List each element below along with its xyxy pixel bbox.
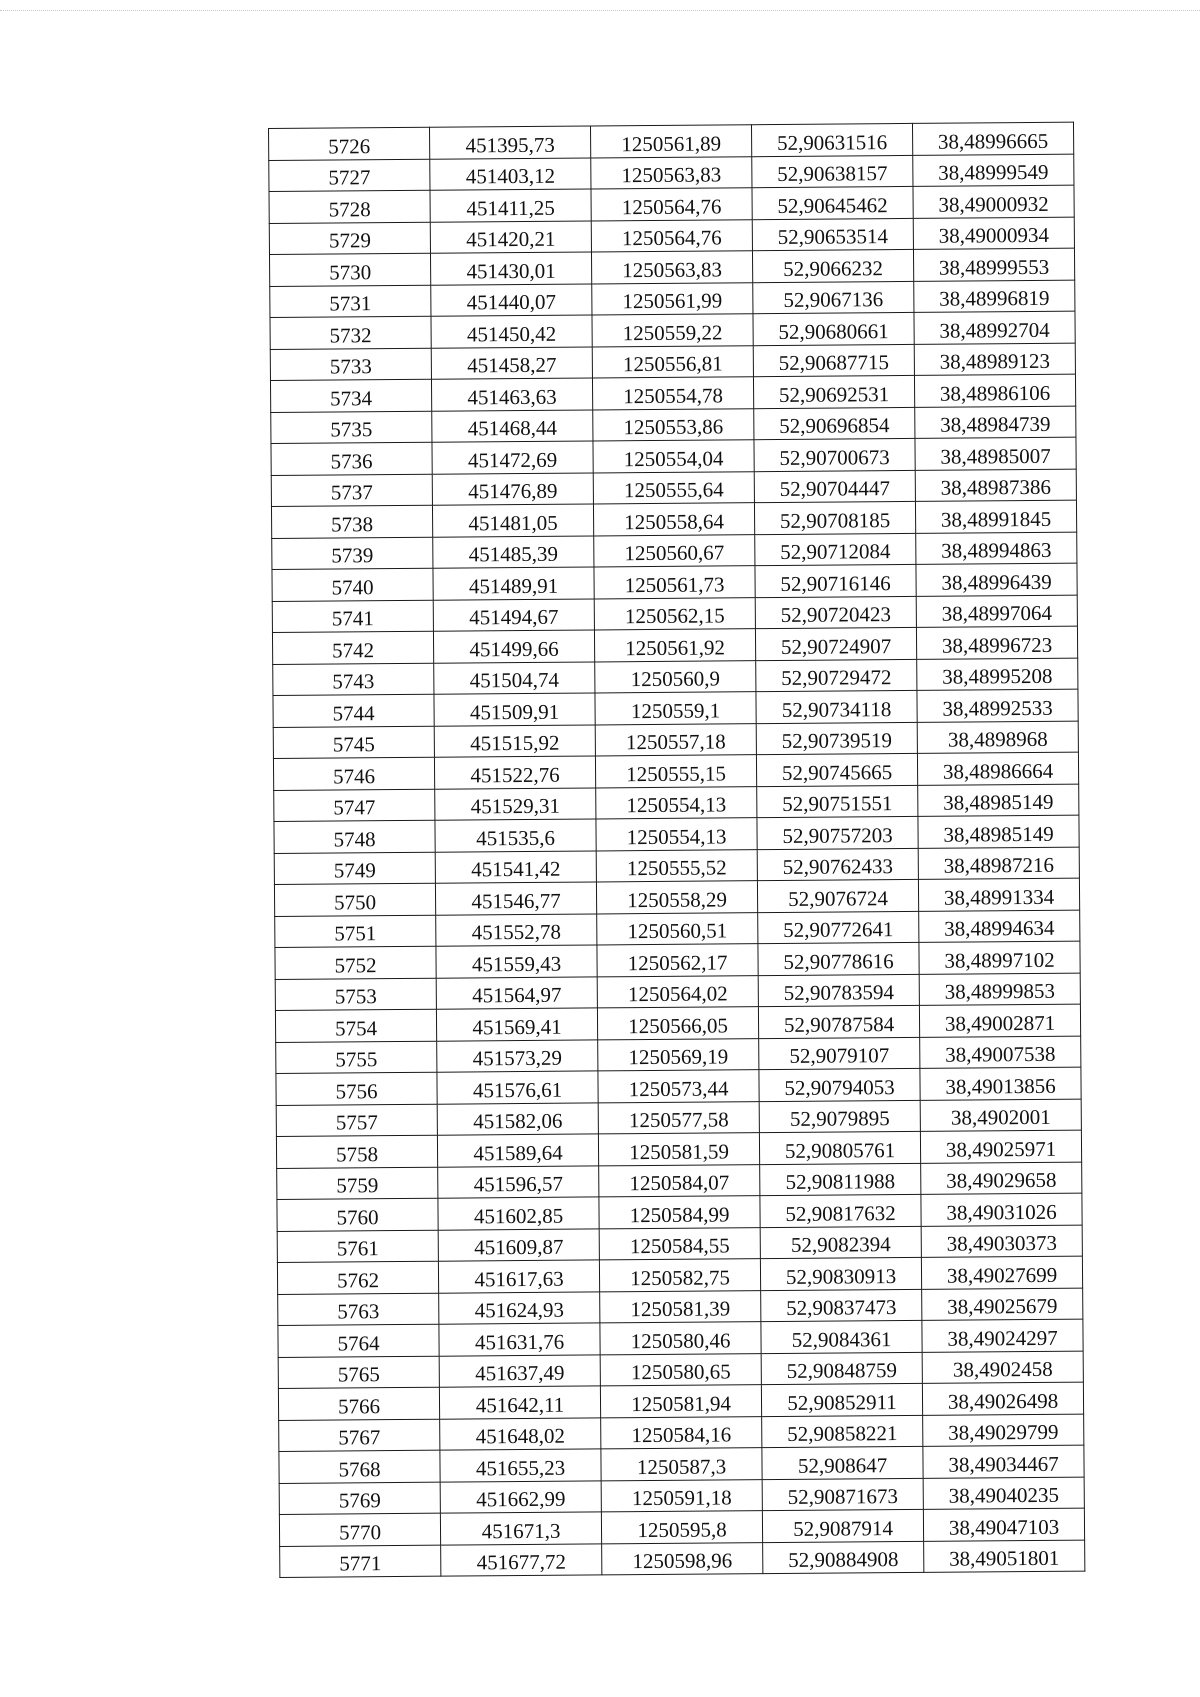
y-coordinate-cell: 1250560,67 xyxy=(594,534,755,567)
point-number-cell: 5761 xyxy=(277,1230,438,1263)
x-coordinate-cell: 451522,76 xyxy=(434,756,595,789)
coordinate-table-body xyxy=(269,122,1085,1577)
point-number-cell: 5726 xyxy=(269,127,430,160)
point-number-cell: 5736 xyxy=(271,442,432,475)
x-coordinate-cell: 451637,49 xyxy=(439,1354,600,1387)
latitude-cell: 52,9082394 xyxy=(760,1226,921,1259)
point-number-cell: 5756 xyxy=(276,1072,437,1105)
latitude-cell: 52,9084361 xyxy=(761,1320,922,1353)
y-coordinate-cell: 1250556,81 xyxy=(592,345,753,378)
point-number-cell: 5762 xyxy=(277,1261,438,1294)
y-coordinate-cell: 1250564,76 xyxy=(591,188,752,221)
point-number-cell: 5752 xyxy=(275,946,436,979)
x-coordinate-cell: 451499,66 xyxy=(433,630,594,663)
longitude-cell: 38,48985149 xyxy=(918,815,1079,848)
point-number-cell: 5741 xyxy=(272,600,433,633)
latitude-cell: 52,9067136 xyxy=(753,281,914,314)
x-coordinate-cell: 451450,42 xyxy=(431,315,592,348)
longitude-cell: 38,49047103 xyxy=(923,1508,1084,1541)
latitude-cell: 52,90653514 xyxy=(752,218,913,251)
point-number-cell: 5730 xyxy=(269,253,430,286)
x-coordinate-cell: 451573,29 xyxy=(437,1039,598,1072)
longitude-cell: 38,48986106 xyxy=(914,374,1075,407)
x-coordinate-cell: 451403,12 xyxy=(430,157,591,190)
latitude-cell: 52,90687715 xyxy=(753,344,914,377)
latitude-cell: 52,90692531 xyxy=(753,375,914,408)
y-coordinate-cell: 1250563,83 xyxy=(591,251,752,284)
longitude-cell: 38,49051801 xyxy=(924,1540,1085,1573)
x-coordinate-cell: 451481,05 xyxy=(432,504,593,537)
point-number-cell: 5731 xyxy=(270,285,431,318)
longitude-cell: 38,49000932 xyxy=(913,185,1074,218)
scan-top-edge xyxy=(0,10,1200,11)
point-number-cell: 5733 xyxy=(270,348,431,381)
point-number-cell: 5764 xyxy=(278,1324,439,1357)
y-coordinate-cell: 1250577,58 xyxy=(598,1101,759,1134)
latitude-cell: 52,90700673 xyxy=(754,438,915,471)
y-coordinate-cell: 1250559,22 xyxy=(592,314,753,347)
longitude-cell: 38,48996665 xyxy=(912,122,1073,155)
point-number-cell: 5768 xyxy=(279,1450,440,1483)
point-number-cell: 5728 xyxy=(269,190,430,223)
latitude-cell: 52,90696854 xyxy=(754,407,915,440)
y-coordinate-cell: 1250564,02 xyxy=(597,975,758,1008)
x-coordinate-cell: 451589,64 xyxy=(437,1134,598,1167)
longitude-cell: 38,48997102 xyxy=(919,941,1080,974)
point-number-cell: 5739 xyxy=(272,537,433,570)
point-number-cell: 5749 xyxy=(274,852,435,885)
y-coordinate-cell: 1250554,78 xyxy=(592,377,753,410)
point-number-cell: 5755 xyxy=(276,1041,437,1074)
y-coordinate-cell: 1250566,05 xyxy=(597,1007,758,1040)
latitude-cell: 52,90783594 xyxy=(758,974,919,1007)
x-coordinate-cell: 451624,93 xyxy=(439,1291,600,1324)
point-number-cell: 5732 xyxy=(270,316,431,349)
y-coordinate-cell: 1250564,76 xyxy=(591,219,752,252)
longitude-cell: 38,49000934 xyxy=(913,217,1074,250)
point-number-cell: 5758 xyxy=(276,1135,437,1168)
y-coordinate-cell: 1250581,59 xyxy=(598,1133,759,1166)
latitude-cell: 52,90762433 xyxy=(757,848,918,881)
x-coordinate-cell: 451564,97 xyxy=(436,976,597,1009)
y-coordinate-cell: 1250562,15 xyxy=(594,597,755,630)
y-coordinate-cell: 1250598,96 xyxy=(602,1542,763,1575)
latitude-cell: 52,90734118 xyxy=(756,690,917,723)
y-coordinate-cell: 1250558,64 xyxy=(593,503,754,536)
x-coordinate-cell: 451395,73 xyxy=(429,126,590,159)
x-coordinate-cell: 451515,92 xyxy=(434,724,595,757)
y-coordinate-cell: 1250595,8 xyxy=(601,1511,762,1544)
x-coordinate-cell: 451648,02 xyxy=(440,1417,601,1450)
latitude-cell: 52,9066232 xyxy=(752,249,913,282)
longitude-cell: 38,48995208 xyxy=(917,658,1078,691)
longitude-cell: 38,49030373 xyxy=(921,1225,1082,1258)
longitude-cell: 38,48992533 xyxy=(917,689,1078,722)
longitude-cell: 38,49025679 xyxy=(922,1288,1083,1321)
longitude-cell: 38,48994863 xyxy=(916,532,1077,565)
y-coordinate-cell: 1250553,86 xyxy=(593,408,754,441)
longitude-cell: 38,49025971 xyxy=(920,1130,1081,1163)
point-number-cell: 5757 xyxy=(276,1104,437,1137)
x-coordinate-cell: 451677,72 xyxy=(441,1543,602,1576)
latitude-cell: 52,90751551 xyxy=(757,785,918,818)
latitude-cell: 52,90848759 xyxy=(761,1352,922,1385)
longitude-cell: 38,48986664 xyxy=(917,752,1078,785)
point-number-cell: 5742 xyxy=(272,631,433,664)
point-number-cell: 5735 xyxy=(271,411,432,444)
point-number-cell: 5744 xyxy=(273,694,434,727)
y-coordinate-cell: 1250561,99 xyxy=(592,282,753,315)
longitude-cell: 38,48985007 xyxy=(915,437,1076,470)
point-number-cell: 5745 xyxy=(273,726,434,759)
longitude-cell: 38,48985149 xyxy=(918,784,1079,817)
latitude-cell: 52,9079895 xyxy=(759,1100,920,1133)
x-coordinate-cell: 451468,44 xyxy=(432,409,593,442)
y-coordinate-cell: 1250587,3 xyxy=(601,1448,762,1481)
latitude-cell: 52,9087914 xyxy=(762,1509,923,1542)
y-coordinate-cell: 1250555,64 xyxy=(593,471,754,504)
point-number-cell: 5750 xyxy=(274,883,435,916)
point-number-cell: 5747 xyxy=(274,789,435,822)
x-coordinate-cell: 451552,78 xyxy=(436,913,597,946)
y-coordinate-cell: 1250561,89 xyxy=(590,125,751,158)
table-row xyxy=(280,1540,1085,1578)
point-number-cell: 5754 xyxy=(275,1009,436,1042)
y-coordinate-cell: 1250560,9 xyxy=(595,660,756,693)
point-number-cell: 5767 xyxy=(279,1419,440,1452)
longitude-cell: 38,48991845 xyxy=(915,500,1076,533)
y-coordinate-cell: 1250584,55 xyxy=(599,1227,760,1260)
latitude-cell: 52,90739519 xyxy=(756,722,917,755)
y-coordinate-cell: 1250560,51 xyxy=(597,912,758,945)
longitude-cell: 38,49029799 xyxy=(923,1414,1084,1447)
latitude-cell: 52,90704447 xyxy=(754,470,915,503)
x-coordinate-cell: 451535,6 xyxy=(435,819,596,852)
longitude-cell: 38,4898968 xyxy=(917,721,1078,754)
x-coordinate-cell: 451602,85 xyxy=(438,1197,599,1230)
longitude-cell: 38,48996439 xyxy=(916,563,1077,596)
x-coordinate-cell: 451576,61 xyxy=(437,1071,598,1104)
latitude-cell: 52,90631516 xyxy=(751,123,912,156)
longitude-cell: 38,49026498 xyxy=(922,1382,1083,1415)
point-number-cell: 5763 xyxy=(278,1293,439,1326)
latitude-cell: 52,90729472 xyxy=(756,659,917,692)
y-coordinate-cell: 1250562,17 xyxy=(597,944,758,977)
latitude-cell: 52,90817632 xyxy=(760,1194,921,1227)
point-number-cell: 5770 xyxy=(279,1513,440,1546)
y-coordinate-cell: 1250557,18 xyxy=(595,723,756,756)
latitude-cell: 52,90884908 xyxy=(763,1541,924,1574)
longitude-cell: 38,49029658 xyxy=(921,1162,1082,1195)
latitude-cell: 52,90712084 xyxy=(755,533,916,566)
y-coordinate-cell: 1250591,18 xyxy=(601,1479,762,1512)
x-coordinate-cell: 451655,23 xyxy=(440,1449,601,1482)
longitude-cell: 38,49034467 xyxy=(923,1445,1084,1478)
longitude-cell: 38,48987216 xyxy=(918,847,1079,880)
longitude-cell: 38,48999853 xyxy=(919,973,1080,1006)
x-coordinate-cell: 451463,63 xyxy=(431,378,592,411)
x-coordinate-cell: 451485,39 xyxy=(433,535,594,568)
x-coordinate-cell: 451420,21 xyxy=(430,220,591,253)
x-coordinate-cell: 451541,42 xyxy=(435,850,596,883)
y-coordinate-cell: 1250559,1 xyxy=(595,692,756,725)
x-coordinate-cell: 451494,67 xyxy=(433,598,594,631)
x-coordinate-cell: 451631,76 xyxy=(439,1323,600,1356)
y-coordinate-cell: 1250555,15 xyxy=(595,755,756,788)
latitude-cell: 52,9076724 xyxy=(757,879,918,912)
x-coordinate-cell: 451671,3 xyxy=(440,1512,601,1545)
point-number-cell: 5727 xyxy=(269,159,430,192)
y-coordinate-cell: 1250554,13 xyxy=(596,818,757,851)
x-coordinate-cell: 451430,01 xyxy=(430,252,591,285)
point-number-cell: 5734 xyxy=(270,379,431,412)
coordinate-table-sheet xyxy=(268,122,1084,1578)
latitude-cell: 52,90787584 xyxy=(758,1005,919,1038)
y-coordinate-cell: 1250580,65 xyxy=(600,1353,761,1386)
y-coordinate-cell: 1250584,99 xyxy=(599,1196,760,1229)
y-coordinate-cell: 1250558,29 xyxy=(596,881,757,914)
x-coordinate-cell: 451440,07 xyxy=(431,283,592,316)
point-number-cell: 5738 xyxy=(271,505,432,538)
x-coordinate-cell: 451596,57 xyxy=(438,1165,599,1198)
y-coordinate-cell: 1250561,92 xyxy=(594,629,755,662)
longitude-cell: 38,49013856 xyxy=(920,1067,1081,1100)
latitude-cell: 52,908647 xyxy=(762,1446,923,1479)
longitude-cell: 38,49040235 xyxy=(923,1477,1084,1510)
x-coordinate-cell: 451569,41 xyxy=(436,1008,597,1041)
latitude-cell: 52,90811988 xyxy=(760,1163,921,1196)
longitude-cell: 38,49031026 xyxy=(921,1193,1082,1226)
y-coordinate-cell: 1250581,94 xyxy=(600,1385,761,1418)
longitude-cell: 38,48999549 xyxy=(913,154,1074,187)
y-coordinate-cell: 1250581,39 xyxy=(600,1290,761,1323)
latitude-cell: 52,90708185 xyxy=(754,501,915,534)
longitude-cell: 38,48999553 xyxy=(913,248,1074,281)
latitude-cell: 52,90871673 xyxy=(762,1478,923,1511)
x-coordinate-cell: 451546,77 xyxy=(435,882,596,915)
point-number-cell: 5766 xyxy=(278,1387,439,1420)
latitude-cell: 52,90724907 xyxy=(755,627,916,660)
x-coordinate-cell: 451529,31 xyxy=(435,787,596,820)
y-coordinate-cell: 1250554,04 xyxy=(593,440,754,473)
latitude-cell: 52,9079107 xyxy=(759,1037,920,1070)
latitude-cell: 52,90852911 xyxy=(761,1383,922,1416)
latitude-cell: 52,90716146 xyxy=(755,564,916,597)
longitude-cell: 38,4902458 xyxy=(922,1351,1083,1384)
longitude-cell: 38,48984739 xyxy=(915,406,1076,439)
y-coordinate-cell: 1250563,83 xyxy=(591,156,752,189)
latitude-cell: 52,90680661 xyxy=(753,312,914,345)
longitude-cell: 38,48996723 xyxy=(916,626,1077,659)
y-coordinate-cell: 1250582,75 xyxy=(599,1259,760,1292)
point-number-cell: 5765 xyxy=(278,1356,439,1389)
latitude-cell: 52,90772641 xyxy=(758,911,919,944)
x-coordinate-cell: 451609,87 xyxy=(438,1228,599,1261)
longitude-cell: 38,4902001 xyxy=(920,1099,1081,1132)
x-coordinate-cell: 451642,11 xyxy=(439,1386,600,1419)
latitude-cell: 52,90757203 xyxy=(757,816,918,849)
longitude-cell: 38,49027699 xyxy=(921,1256,1082,1289)
x-coordinate-cell: 451476,89 xyxy=(432,472,593,505)
longitude-cell: 38,48987386 xyxy=(915,469,1076,502)
latitude-cell: 52,90805761 xyxy=(759,1131,920,1164)
point-number-cell: 5759 xyxy=(277,1167,438,1200)
latitude-cell: 52,90858221 xyxy=(762,1415,923,1448)
point-number-cell: 5743 xyxy=(273,663,434,696)
latitude-cell: 52,90638157 xyxy=(752,155,913,188)
point-number-cell: 5751 xyxy=(275,915,436,948)
point-number-cell: 5729 xyxy=(269,222,430,255)
point-number-cell: 5760 xyxy=(277,1198,438,1231)
x-coordinate-cell: 451582,06 xyxy=(437,1102,598,1135)
longitude-cell: 38,48997064 xyxy=(916,595,1077,628)
y-coordinate-cell: 1250569,19 xyxy=(598,1038,759,1071)
longitude-cell: 38,48996819 xyxy=(914,280,1075,313)
point-number-cell: 5748 xyxy=(274,820,435,853)
x-coordinate-cell: 451559,43 xyxy=(436,945,597,978)
longitude-cell: 38,48989123 xyxy=(914,343,1075,376)
longitude-cell: 38,49024297 xyxy=(922,1319,1083,1352)
y-coordinate-cell: 1250584,07 xyxy=(599,1164,760,1197)
point-number-cell: 5753 xyxy=(275,978,436,1011)
latitude-cell: 52,90745665 xyxy=(756,753,917,786)
longitude-cell: 38,49007538 xyxy=(920,1036,1081,1069)
x-coordinate-cell: 451617,63 xyxy=(438,1260,599,1293)
point-number-cell: 5737 xyxy=(271,474,432,507)
y-coordinate-cell: 1250580,46 xyxy=(600,1322,761,1355)
longitude-cell: 38,48994634 xyxy=(919,910,1080,943)
latitude-cell: 52,90830913 xyxy=(760,1257,921,1290)
y-coordinate-cell: 1250584,16 xyxy=(601,1416,762,1449)
point-number-cell: 5746 xyxy=(273,757,434,790)
point-number-cell: 5740 xyxy=(272,568,433,601)
x-coordinate-cell: 451504,74 xyxy=(434,661,595,694)
x-coordinate-cell: 451472,69 xyxy=(432,441,593,474)
point-number-cell: 5771 xyxy=(280,1545,441,1578)
x-coordinate-cell: 451489,91 xyxy=(433,567,594,600)
y-coordinate-cell: 1250554,13 xyxy=(596,786,757,819)
x-coordinate-cell: 451458,27 xyxy=(431,346,592,379)
x-coordinate-cell: 451411,25 xyxy=(430,189,591,222)
longitude-cell: 38,48992704 xyxy=(914,311,1075,344)
longitude-cell: 38,48991334 xyxy=(918,878,1079,911)
x-coordinate-cell: 451509,91 xyxy=(434,693,595,726)
y-coordinate-cell: 1250561,73 xyxy=(594,566,755,599)
latitude-cell: 52,90837473 xyxy=(761,1289,922,1322)
x-coordinate-cell: 451662,99 xyxy=(440,1480,601,1513)
latitude-cell: 52,90645462 xyxy=(752,186,913,219)
y-coordinate-cell: 1250555,52 xyxy=(596,849,757,882)
latitude-cell: 52,90720423 xyxy=(755,596,916,629)
latitude-cell: 52,90794053 xyxy=(759,1068,920,1101)
point-number-cell: 5769 xyxy=(279,1482,440,1515)
latitude-cell: 52,90778616 xyxy=(758,942,919,975)
longitude-cell: 38,49002871 xyxy=(919,1004,1080,1037)
coordinate-table xyxy=(268,122,1085,1578)
y-coordinate-cell: 1250573,44 xyxy=(598,1070,759,1103)
